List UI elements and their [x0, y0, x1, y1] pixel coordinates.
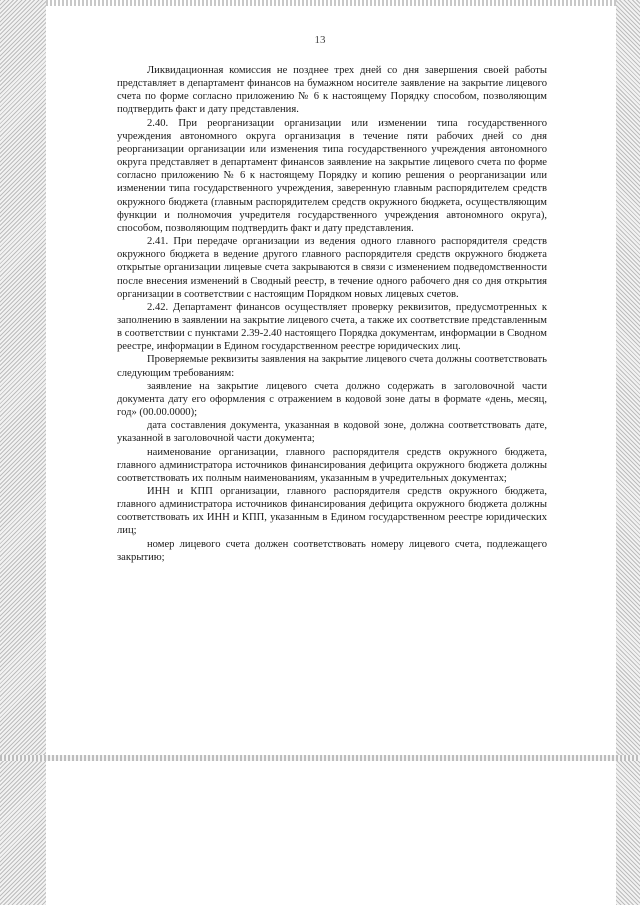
paragraph: 2.42. Департамент финансов осуществляет проверку реквизитов, предусмотренных к заполнению в заявлении на закрытие лицевого счета, а также их соответствие представленным в соответствии с пунктами 2.39-2.40 настоящего Порядка документам, информации в Сводном реестре, информации в Едином государственном реестре юридических лиц. [117, 301, 547, 353]
scan-border-right [616, 0, 640, 905]
paragraph: дата составления документа, указанная в кодовой зоне, должна соответствовать дате, указанной в заголовочной части документа; [117, 420, 547, 445]
scan-border-top [10, 0, 630, 6]
scan-border-left [0, 0, 46, 905]
paragraph: номер лицевого счета должен соответствовать номеру лицевого счета, подлежащего закрытию; [117, 538, 547, 563]
paragraph: Ликвидационная комиссия не позднее трех дней со дня завершения своей работы представляет в департамент финансов на бумажном носителе заявление на закрытие лицевого счета по форме согласно приложению № 6 к настоящему Порядку способом, позволяющим подтвердить факт и дату представления. [117, 65, 547, 116]
paragraph: наименование организации, главного распорядителя средств окружного бюджета, главного администратора источников финансирования дефицита окружного бюджета должны соответствовать их полным наименованиям, указанным в учредительных документах; [117, 446, 547, 484]
paragraph: заявление на закрытие лицевого счета должно содержать в заголовочной части документа дату его оформления с отражением в кодовой зоне даты в формате «день, месяц, год» (00.00.0000); [117, 380, 547, 419]
paragraph: 2.40. При реорганизации организации или изменении типа государственного учреждения автономного округа организация в течение пяти рабочих дней со дня реорганизации организации или изменения типа государственного учреждения автономного округа представляет в департамент финансов заявление на закрытие лицевого счета по форме согласно приложению № 6 к настоящему Порядку и копию решения о реорганизации или изменении типа государственного учреждения, заверенную главным распорядителем средств окружного бюджета (главным распорядителем средств окружного бюджета, осуществляющим функции и полномочия учредителя государственного учреждения автономного округа), способом, позволяющим подтвердить факт и дату представления. [117, 117, 547, 234]
paragraph: Проверяемые реквизиты заявления на закрытие лицевого счета должны соответствовать следующим требованиям: [117, 354, 547, 379]
document-body [117, 64, 547, 564]
scan-border-bottom [0, 755, 640, 761]
page-number: 13 [314, 34, 326, 46]
paragraph: 2.41. При передаче организации из ведения одного главного распорядителя средств окружного бюджета в ведение другого главного распорядителя средств окружного бюджета открытые организации лицевые счета закрываются в связи с изменением подведомственности после внесения изменений в Сводный реестр, в течение одного рабочего дня со дня открытия организации в соответствии с настоящим Порядком новых лицевых счетов. [117, 236, 547, 300]
paragraph: ИНН и КПП организации, главного распорядителя средств окружного бюджета, главного администратора источников финансирования дефицита окружного бюджета должны соответствовать их ИНН и КПП, указанным в Едином государственном реестре юридических лиц; [117, 486, 547, 537]
